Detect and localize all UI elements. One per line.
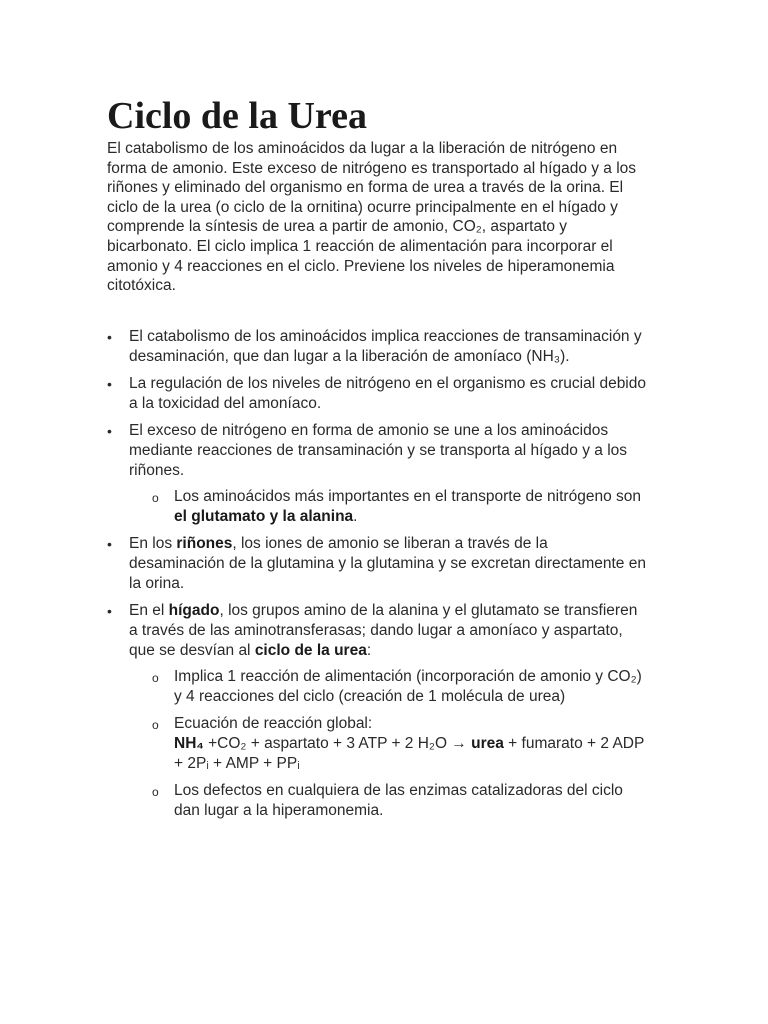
- document-page: [107, 94, 647, 828]
- sub-list-item: [129, 667, 647, 707]
- bold-text: riñones: [176, 534, 233, 552]
- sub-bullet-list: [129, 487, 647, 527]
- bold-text: el glutamato y la alanina: [174, 507, 354, 525]
- sub-list-item: [129, 781, 647, 821]
- main-bullet-list: [107, 327, 647, 821]
- page-title: Ciclo de la Urea: [107, 95, 367, 137]
- sub-bullet-list: [129, 667, 647, 821]
- equation-text: +CO₂ + aspartato + 3 ATP + 2 H₂O →: [203, 734, 472, 752]
- list-item-text: , los grupos amino de la alanina y el glutamato se transfieren a través de las aminotransferasas; dando lugar a amoníaco y aspartato, que se desvían al: [129, 601, 638, 659]
- sub-list-item: [129, 487, 647, 527]
- list-item: [107, 534, 647, 594]
- bold-text: hígado: [168, 601, 220, 619]
- list-item: [107, 374, 647, 414]
- list-item: [107, 601, 647, 821]
- bold-text: urea: [471, 734, 504, 752]
- sub-item-text: Ecuación de reacción global:: [174, 714, 373, 732]
- bold-text: ciclo de la urea: [254, 641, 367, 659]
- sub-list-item: [129, 714, 647, 774]
- list-item-text: La regulación de los niveles de nitrógeno en el organismo es crucial debido a la toxicidad del amoníaco.: [129, 374, 646, 412]
- list-item-text: :: [366, 641, 372, 659]
- equation-text: + fumarato + 2 ADP + 2Pᵢ + AMP + PPᵢ: [174, 734, 645, 772]
- list-item: [107, 327, 647, 367]
- intro-paragraph: El catabolismo de los aminoácidos da lugar a la liberación de nitrógeno en forma de amonio. Este exceso de nitrógeno es transportado al hígado y a los riñones y eliminado del organismo en forma de urea a través de la orina. El ciclo de la urea (o ciclo de la ornitina) ocurre principalmente en el hígado y comprende la síntesis de urea a partir de amonio, CO₂, aspartato y bicarbonato. El ciclo implica 1 reacción de alimentación para incorporar el amonio y 4 reacciones en el ciclo. Previene los niveles de hiperamonemia citotóxica.: [107, 140, 637, 295]
- list-item-text: , los iones de amonio se liberan a través de la desaminación de la glutamina y la glutamina y se excretan directamente en la orina.: [129, 534, 646, 592]
- sub-item-text: Implica 1 reacción de alimentación (incorporación de amonio y CO₂) y 4 reacciones del ciclo (creación de 1 molécula de urea): [174, 667, 642, 705]
- sub-item-text: .: [353, 507, 358, 525]
- sub-item-text: Los aminoácidos más importantes en el transporte de nitrógeno son: [174, 487, 641, 505]
- list-item-text: En el: [129, 601, 169, 619]
- list-item: [107, 421, 647, 527]
- bold-text: NH₄: [174, 734, 204, 752]
- list-item-text: En los: [129, 534, 177, 552]
- list-item-text: El catabolismo de los aminoácidos implica reacciones de transaminación y desaminación, que dan lugar a la liberación de amoníaco (NH₃).: [129, 327, 642, 365]
- list-item-text: El exceso de nitrógeno en forma de amonio se une a los aminoácidos mediante reacciones de transaminación y se transporta al hígado y a los riñones.: [129, 421, 628, 479]
- sub-item-text: Los defectos en cualquiera de las enzimas catalizadoras del ciclo dan lugar a la hiperamonemia.: [174, 781, 623, 819]
